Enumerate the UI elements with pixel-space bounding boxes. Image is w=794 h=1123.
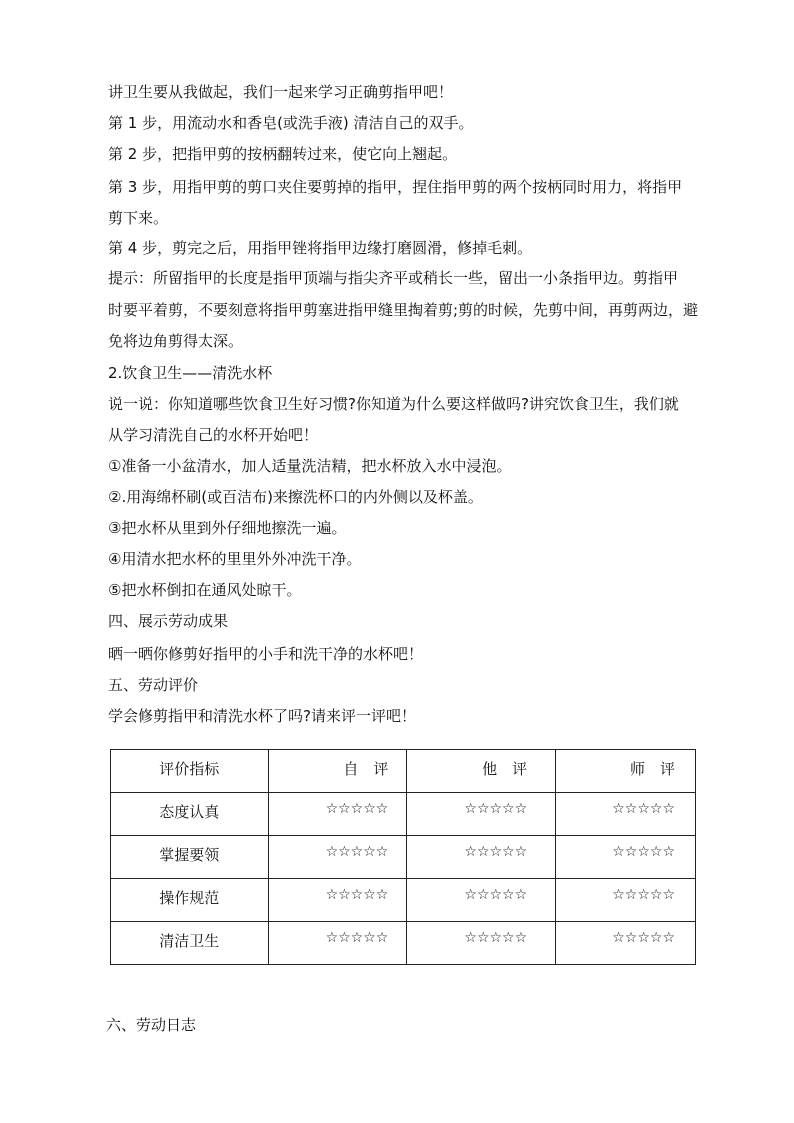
cup-step-5: ⑤把水杯倒扣在通风处晾干。 [108, 581, 302, 599]
cup-step-1: ①准备一小盆清水，加人适量洗洁精，把水杯放入水中浸泡。 [108, 457, 512, 475]
table-row [111, 836, 696, 879]
criteria-cell: 清洁卫生 [111, 922, 269, 965]
step-1: 第 1 步，用流动水和香皂(或洗手液) 清洁自己的双手。 [108, 114, 474, 132]
header-self: 自 评 [268, 750, 407, 793]
table-row [111, 879, 696, 922]
header-teacher: 师 评 [556, 750, 696, 793]
evaluation-prompt: 学会修剪指甲和清洗水杯了吗?请来评一评吧！ [108, 707, 416, 725]
peer-rating[interactable]: ☆☆☆☆☆ [407, 793, 556, 836]
criteria-cell: 操作规范 [111, 879, 269, 922]
discuss-line-2: 从学习清洗自己的水杯开始吧！ [108, 426, 319, 444]
self-rating[interactable]: ☆☆☆☆☆ [268, 836, 407, 879]
tip-line-1: 提示：所留指甲的长度是指甲顶端与指尖齐平或稍长一些，留出一小条指甲边。剪指甲 [108, 269, 679, 287]
step-4: 第 4 步，剪完之后，用指甲锉将指甲边缘打磨圆滑，修掉毛刺。 [108, 239, 533, 257]
criteria-cell: 掌握要领 [111, 836, 269, 879]
step-3-continued: 剪下来。 [108, 209, 169, 227]
cup-step-4: ④用清水把水杯的里里外外冲洗干净。 [108, 550, 362, 568]
self-rating[interactable]: ☆☆☆☆☆ [268, 793, 407, 836]
section-heading-results: 四、展示劳动成果 [108, 612, 229, 630]
teacher-rating[interactable]: ☆☆☆☆☆ [556, 922, 696, 965]
step-3: 第 3 步，用指甲剪的剪口夹住要剪掉的指甲，捏住指甲剪的两个按柄同时用力，将指甲 [108, 178, 683, 196]
discuss-line-1: 说一说：你知道哪些饮食卫生好习惯?你知道为什么要这样做吗?讲究饮食卫生，我们就 [108, 395, 679, 413]
table-row [111, 922, 696, 965]
cup-step-2: ②.用海绵杯刷(或百洁布)来擦洗杯口的内外侧以及杯盖。 [108, 488, 483, 506]
teacher-rating[interactable]: ☆☆☆☆☆ [556, 836, 696, 879]
tip-line-2: 时要平着剪，不要刻意将指甲剪塞进指甲缝里掏着剪;剪的时候，先剪中间，再剪两边，避 [108, 301, 699, 319]
section-heading-log: 六、劳动日志 [106, 1016, 197, 1034]
peer-rating[interactable]: ☆☆☆☆☆ [407, 836, 556, 879]
teacher-rating[interactable]: ☆☆☆☆☆ [556, 793, 696, 836]
table-header-row [111, 750, 696, 793]
section-heading-evaluation: 五、劳动评价 [108, 676, 199, 694]
header-criteria: 评价指标 [111, 750, 269, 793]
self-rating[interactable]: ☆☆☆☆☆ [268, 922, 407, 965]
section-heading-diet: 2.饮食卫生——清洗水杯 [108, 364, 273, 382]
table-row [111, 793, 696, 836]
tip-line-3: 免将边角剪得太深。 [108, 332, 244, 350]
peer-rating[interactable]: ☆☆☆☆☆ [407, 879, 556, 922]
paragraph-intro: 讲卫生要从我做起，我们一起来学习正确剪指甲吧！ [108, 83, 454, 101]
teacher-rating[interactable]: ☆☆☆☆☆ [556, 879, 696, 922]
results-text: 晒一晒你修剪好指甲的小手和洗干净的水杯吧！ [108, 645, 424, 663]
criteria-cell: 态度认真 [111, 793, 269, 836]
header-peer: 他 评 [407, 750, 556, 793]
evaluation-table [110, 749, 696, 965]
peer-rating[interactable]: ☆☆☆☆☆ [407, 922, 556, 965]
step-2: 第 2 步，把指甲剪的按柄翻转过来，使它向上翘起。 [108, 145, 458, 163]
cup-step-3: ③把水杯从里到外仔细地擦洗一遍。 [108, 519, 347, 537]
self-rating[interactable]: ☆☆☆☆☆ [268, 879, 407, 922]
